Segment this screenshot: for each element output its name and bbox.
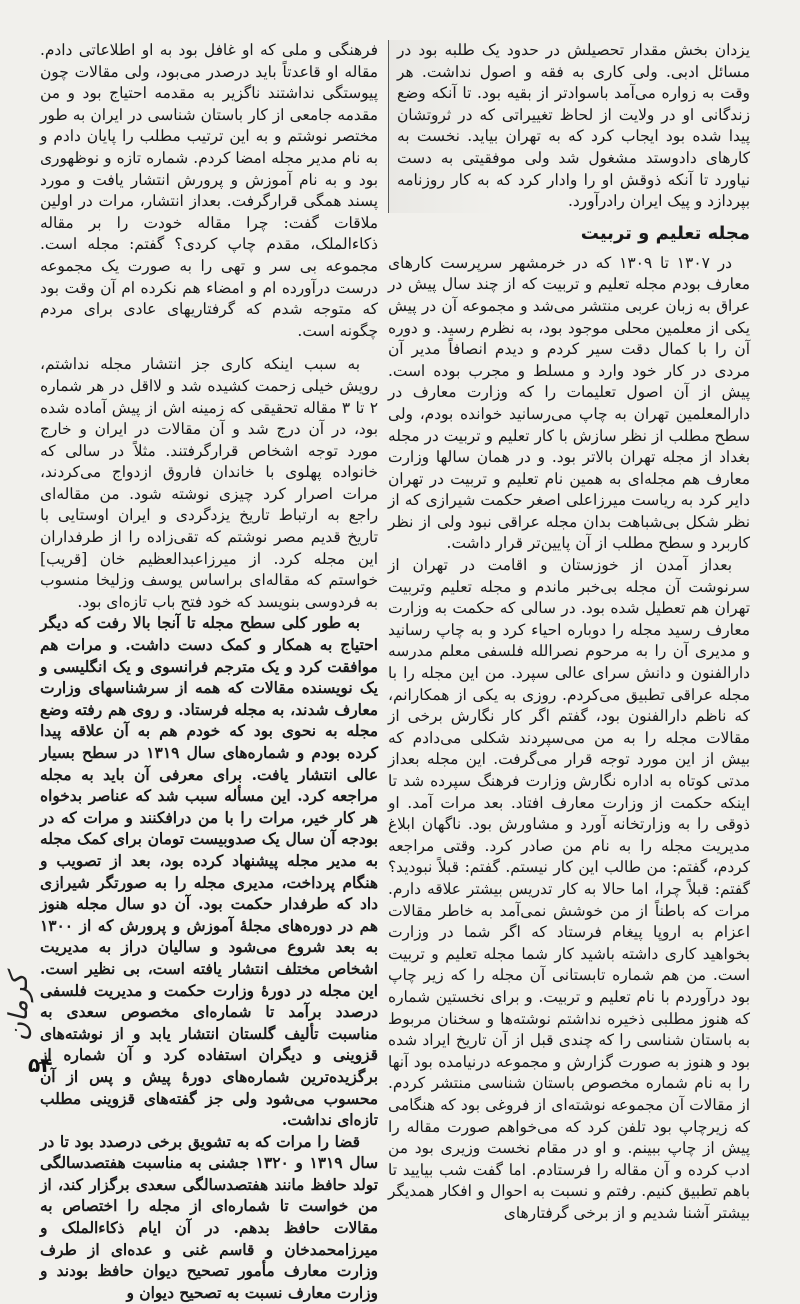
magazine-logo: کرمان: [4, 973, 34, 1041]
section-title: مجله تعلیم و تربیت: [580, 222, 750, 244]
right-column: [388, 40, 750, 1224]
intro-box: [388, 40, 750, 213]
page-number: ۵۴: [28, 1053, 53, 1077]
paragraph: فرهنگی و ملی که او غافل بود به او اطلاعاتی دادم. مقاله او قاعدتاً باید درصدر می‌بود، ولی مقالات چون پیوستگی نداشتند ناگزیر به مقدمه احتیاج بود و من مقدمه جامعی از کار باستان شناسی در ایران به طور مختصر نوشتم و به این ترتیب مطلب را پایان دادم و به نام مدیر مجله امضا کردم. شماره تازه و نوظهوری بود و به نام آموزش و پرورش انتشار یافت و مورد پسند همگی قرارگرفت. بعداز انتشار، مرات در اولین ملاقات گفت: چرا مقاله خودت را بر مقاله ذکاءالملک، مقدم چاپ کردی؟ گفتم: مجله است. مجموعه بی سر و تهی را به صورت یک مجموعه درست درآورده ام و امضاء هم نکرده ام آن وقت بود که متوجه شدم که گرفتاریهای عادی برای مردم چگونه است.: [40, 41, 378, 340]
paragraph: قضا را مرات که به تشویق برخی درصدد بود تا در سال ۱۳۱۹ و ۱۳۲۰ جشنی به مناسبت هفتصدسالگی تولد حافظ مانند هفتصدسالگی سعدی برگزار کند، از من خواست تا شماره‌ای از مجله را اختصاص به مقالات حافظ بدهم. در آن ایام ذکاءالملک و میرزامحمدخان و قاسم غنی و عده‌ای از طرف وزارت معارف مأمور تصحیح دیوان حافظ بودند و وزارت معارف نسبت به تصحیح دیوان و: [40, 1132, 378, 1302]
paragraph: به سبب اینکه کاری جز انتشار مجله نداشتم، رویش خیلی زحمت کشیده شد و لااقل در هر شماره ۲ تا ۳ مقاله تحقیقی که زمینه اش از پیش آماده شده بود، در آن درج شد و آن مقالات در ایران و خارج مورد توجه اشخاص قرارگرفتند. مثلاً در سالی که خانواده پهلوی با خاندان فاروق ازدواج می‌کردند، مرات اصرار کرد چیزی نوشته شود. من مقاله‌ای راجع به ارتباط تاریخ یزدگردی و ایران اوستایی با تاریخ قدیم مصر نوشتم که تقی‌زاده را از طرفداران این مجله کرد. از میرزاعبدالعظیم خان [قریب] خواستم که مقاله‌ای براساس یوسف وزلیخا منسوب به فردوسی بنویسد که خود فتح باب تازه‌ای بود.: [40, 355, 379, 611]
paragraph: به طور کلی سطح مجله تا آنجا بالا رفت که دیگر احتیاج به همکار و کمک دست داشت. و مرات هم موافقت کرد و یک مترجم فرانسوی و یک انگلیسی و یک نویسنده مقالات که همه از سرشناسهای وزارت معارف شدند، به مجله فرستاد. و روی هم رفته وضع مجله به نحوی بود که خودم هم به آن علاقه پیدا کرده بودم و شماره‌های سال ۱۳۱۹ در سطح بسیار عالی انتشار یافت. برای معرفی آن باید به مجله مراجعه کرد. این مسأله سبب شد که عناصر بدخواه هر کار خیر، مرات را با من درافکنند و مرات که در بودجه آن سال یک صدوبیست تومان برای کمک مجله به مدیر مجله پیشنهاد کرده بود، بعد از تصویب و هنگام پرداخت، مدیری مجله را به صورتگر شیرازی داد که طرفدار حکمت بود. آن دو سال مجله هنوز هم در دوره‌های مجلهٔ آموزش و پرورش که از ۱۳۰۰ به بعد شروع می‌شود و سالیان دراز به مدیریت اشخاص مختلف انتشار یافته است، بی نظیر است. این مجله در دورهٔ وزارت حکمت و مدیریت فلسفی درصدد برآمد تا شماره‌ای مخصوص سعدی به مناسبت تألیف گلستان انتشار یابد و از نوشته‌های قزوینی و دیگران استفاده کرد و آن شماره از برگزیده‌ترین شماره‌های دورهٔ پیش و پس از آن محسوب می‌شود ولی جز گفته‌های قزوینی مطلب تازه‌ای نداشت.: [40, 614, 378, 1130]
paragraph: بعداز آمدن از خوزستان و اقامت در تهران از سرنوشت آن مجله بی‌خبر ماندم و مجله تعلیم وتربیت تهران هم تعطیل شده بود. در سالی که حکمت به وزارت معارف رسید مجله را دوباره احیاء کرد و به چاپ رسانید و مدیری آن را به مرحوم نصرالله فلسفی معلم مدرسه دارالفنون و دانش سرای عالی سپرد. من این مجله را با مجله عراقی تطبیق می‌کردم. روزی به یکی از همکارانم، که ناظم دارالفنون بود، گفتم اگر کار نگارش برخی از مقالات مجله را به من می‌سپردند شکلی می‌دادم که بیش از این مورد توجه قرار می‌گرفت. این مجله بعداز مدتی کوتاه به اداره نگارش وزارت فرهنگ سپرده شد تا اینکه حکمت از وزارت معارف افتاد. بعد مرات آمد. او ذوقی را به وزارتخانه آورد و مشاورش بود. ناگهان ابلاغ مدیریت مجله را به نام من صادر کرد. وقتی مراجعه کردم، گفتم: من طالب این کار نیستم. گفتم: قبلاً نبودید؟ گفتم: قبلاً چرا، اما حالا به کار تدریس بیشتر علاقه دارم. مرات که باطناً از من خوشش نمی‌آمد به خاطر مقالات اعزام به اروپا پیغام فرستاد که اگر شما در وزارت بخواهید کاری داشته باشید کار شما مجله تعلیم و تربیت است. من هم شماره تابستانی آن مجله را که زیر چاپ بود درآوردم با نام تعلیم و تربیت. و برای نخستین شماره که هنوز مطلبی ذخیره نداشتم نوشته‌ها و سخنان مربوط به باستان شناسی را که چندی قبل از آن تاریخ ایراد شده بود و هنوز به صورت گزارش و مجموعه درنیامده بود آنها را به نام شماره مخصوص باستان شناسی منتشر کردم. از مقالات آن مجموعه نوشته‌ای از فروغی بود که هنگامی که زیرچاپ بود تلفن کرد که می‌خواهم صورت مقاله را پیش از چاپ ببینم. و او در مقام نخست وزیری بود من ادب کرده و آن مقاله را فرستادم. اما گفت شب بیایید تا باهم تطبیق کنیم. رفتم و نسبت به احوال و افکار همدیگر بیشتر آشنا شدیم و از برخی گرفتارهای: [388, 556, 750, 1222]
paragraph-gap: [40, 342, 378, 354]
intro-paragraph: یزدان بخش مقدار تحصیلش در حدود یک طلبه بود در مسائل ادبی. ولی کاری به فقه و اصول نداشت. هر وقت به زواره می‌آمد باسوادتر از بقیه بود. تا آنکه وضع زندگانی او در ولایت از لحاظ تغییراتی که در ثروتشان پیدا شده بود ایجاب کرد که به تهران بیاید. نخست به کارهای دادوستد مشغول شد ولی موفقیتی به دست نیاورد تا آنکه ذوقش او را وادار کرد که به کار روزنامه بپردازد و پیک ایران رادرآورد.: [397, 41, 750, 211]
paragraph: در ۱۳۰۷ تا ۱۳۰۹ که در خرمشهر سرپرست کارهای معارف بودم مجله تعلیم و تربیت که از چند سال پیش در عراق به زبان عربی منتشر می‌شد و مجموعه آن در پیش یکی از معلمین محلی موجود بود، به نظرم رسید. و دوره آن را با کمال دقت سیر کردم و دیدم انصافاً مدیر آن مردی در کار خود وارد و مسلط و مجرب بوده است. پیش از آن اصول تعلیمات را که وزارت معارف در دارالمعلمین تهران به چاپ می‌رسانید خوانده بودم، ولی سطح مطلب از نظر سازش با کار تعلیم و تربیت در مجله بغداد از مجله تهران بالاتر بود. و در همان سالها وزارت معارف هم مجله‌ای به همین نام تعلیم و تربیت در تهران دایر کرد به ریاست میرزاعلی اصغر حکمت شیرازی که از نظر شکل بی‌شباهت بدان مجله عراقی نبود ولی از نظر کاربرد و سطح مطلب از آن پایین‌تر قرار داشت.: [388, 253, 750, 553]
left-column: [40, 40, 378, 1304]
